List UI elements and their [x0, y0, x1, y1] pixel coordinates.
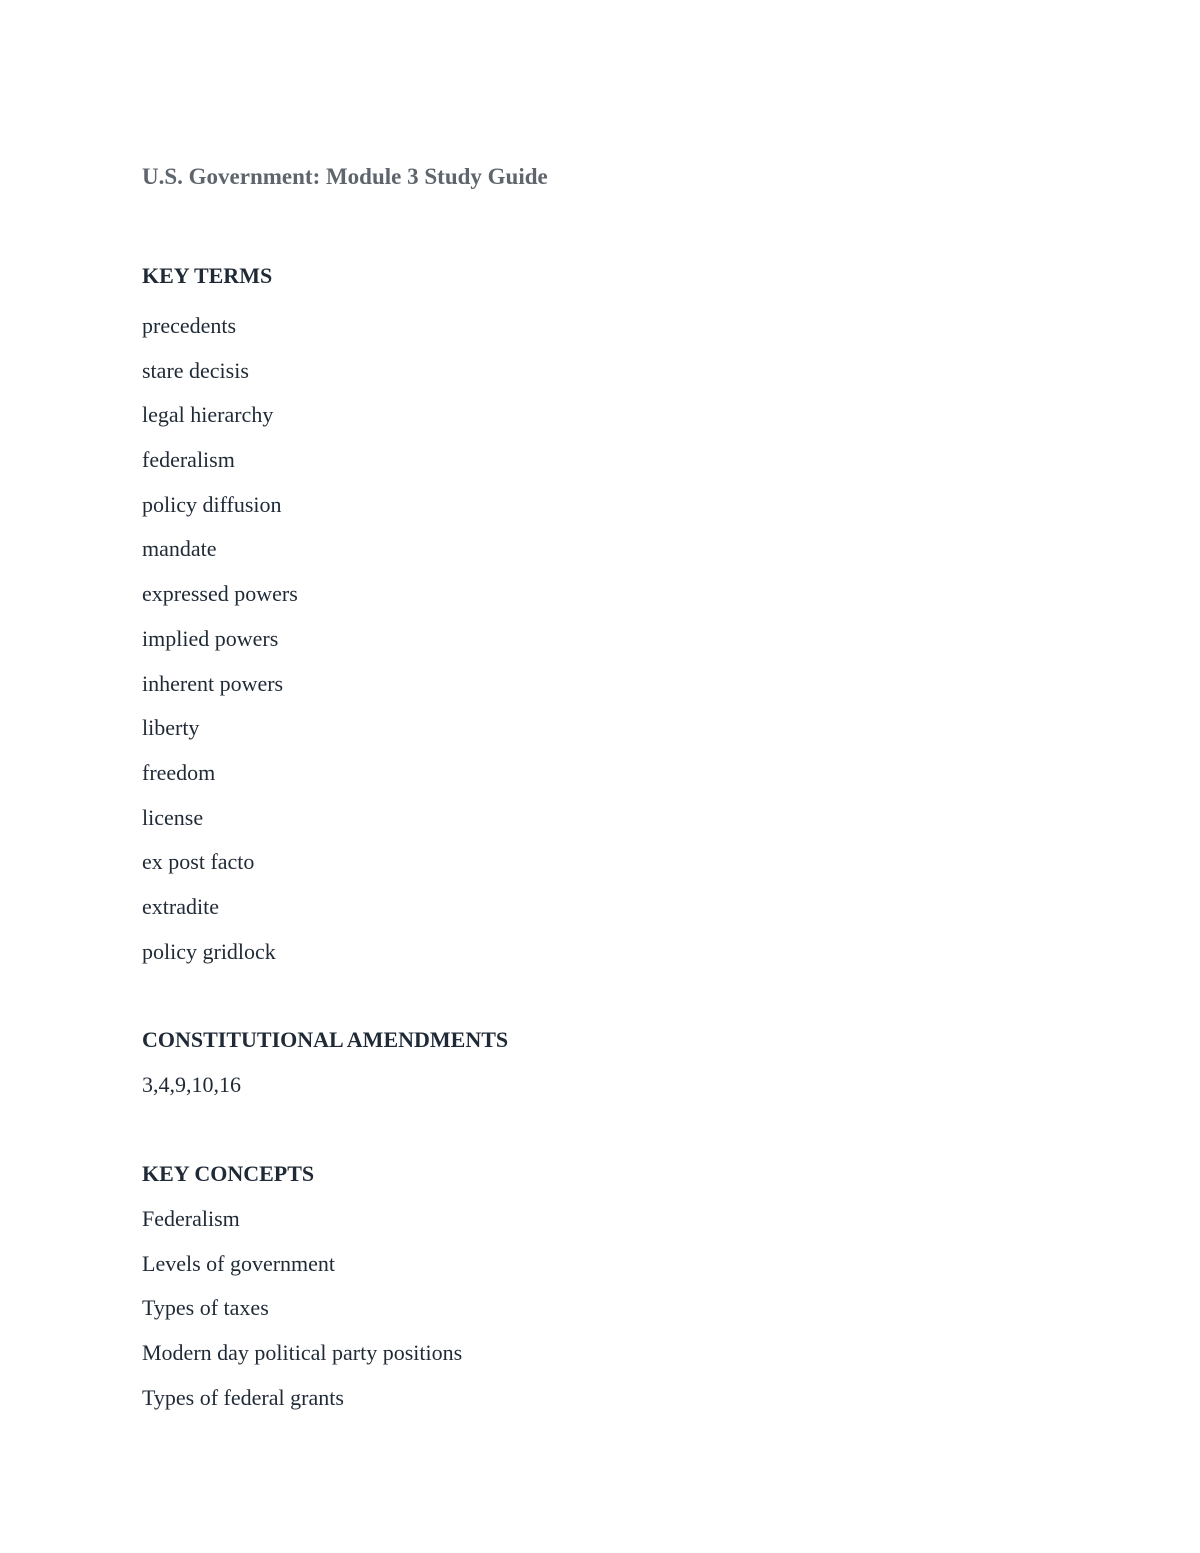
key-concepts-heading: KEY CONCEPTS	[142, 1161, 315, 1186]
amendments-heading: CONSTITUTIONAL AMENDMENTS	[142, 1027, 509, 1052]
key-concept-item: Types of federal grants	[142, 1384, 344, 1410]
key-term-item: license	[142, 804, 204, 830]
key-concepts-list	[142, 1197, 462, 1420]
key-concept-item: Levels of government	[142, 1250, 336, 1276]
document-title: U.S. Government: Module 3 Study Guide	[142, 164, 548, 189]
key-term-item: freedom	[142, 759, 216, 785]
key-term-item: policy diffusion	[142, 491, 282, 517]
amendments-list: 3,4,9,10,16	[142, 1072, 241, 1097]
key-terms-list	[142, 304, 298, 974]
key-term-item: liberty	[142, 715, 200, 741]
key-term-item: extradite	[142, 893, 219, 919]
key-concept-item: Types of taxes	[142, 1295, 269, 1321]
key-concept-item: Modern day political party positions	[142, 1340, 463, 1366]
key-term-item: stare decisis	[142, 357, 249, 383]
key-term-item: implied powers	[142, 625, 279, 651]
key-term-item: expressed powers	[142, 581, 298, 607]
key-term-item: inherent powers	[142, 670, 284, 696]
key-term-item: ex post facto	[142, 849, 255, 875]
key-term-item: mandate	[142, 536, 217, 562]
key-term-item: legal hierarchy	[142, 402, 274, 428]
key-concept-item: Federalism	[142, 1206, 240, 1231]
key-term-item: precedents	[142, 313, 237, 338]
key-term-item: policy gridlock	[142, 938, 276, 964]
key-terms-heading: KEY TERMS	[142, 263, 273, 288]
key-term-item: federalism	[142, 447, 235, 473]
